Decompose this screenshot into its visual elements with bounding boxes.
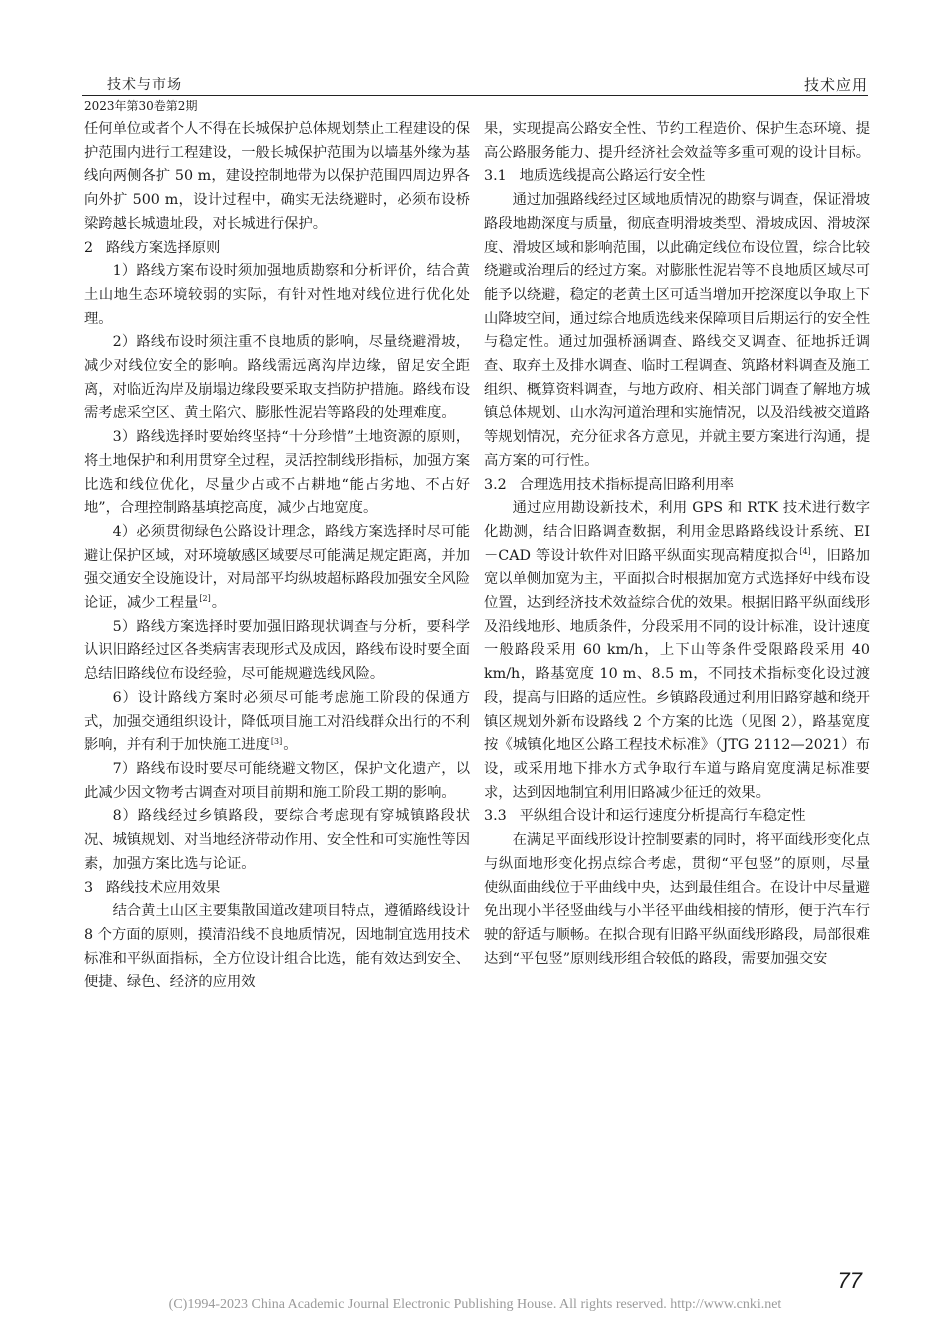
list-item: 5）路线方案选择时要加强旧路现状调查与分析，要科学认识旧路经过区各类病害表现形式及成因，路线布设时要全面总结旧路线位布设经验，尽可能规避选线风险。 <box>84 618 471 683</box>
list-item: 7）路线布设时要尽可能绕避文物区，保护文化遗产，以此减少因文物考古调查对项目前期和施工阶段工期的影响。 <box>84 760 470 801</box>
list-item-text: 6）设计路线方案时必须尽可能考虑施工阶段的保通方式，加强交通组织设计，降低项目施工对沿线群众出行的不利影响，并有利于加快施工进度 <box>84 689 471 754</box>
paragraph: 任何单位或者个人不得在长城保护总体规划禁止工程建设的保护范围内进行工程建设，一般长城保护范围为以墙基外缘为基线向两侧各扩 50 m，建设控制地带为以保护范围四周边界各向外扩 500 m，设计过程中，确实无法绕避时，必须布设桥梁跨越长城遗址段，对长城进行保护。 <box>84 121 471 232</box>
list-item: 8）路线经过乡镇路段，要综合考虑现有穿城镇路段状况、城镇规划、对当地经济带动作用、安全性和可实施性等因素，加强方案比选与论证。 <box>84 808 471 872</box>
paragraph: 果，实现提高公路安全性、节约工程造价、保护生态环境、提高公路服务能力、提升经济社会效益等多重可观的设计目标。 <box>484 121 871 161</box>
right-column <box>484 118 870 971</box>
issue-info: 2023年第30卷第2期 <box>84 99 198 113</box>
subsection-heading <box>484 474 870 498</box>
paragraph: 结合黄土山区主要集散国道改建项目特点，遵循路线设计 8 个方面的原则，摸清沿线不良地质情况，因地制宜选用技术标准和平纵面指标，全方位设计组合比选，能有效达到安全、便捷、绿色、经济的应用效 <box>84 903 471 991</box>
subsection-title: 平纵组合设计和运行速度分析提高行车稳定性 <box>519 808 806 825</box>
list-item <box>84 687 470 758</box>
list-item-end: 。 <box>211 595 227 612</box>
section-title: 路线方案选择原则 <box>105 239 221 256</box>
copyright-footer: (C)1994-2023 China Academic Journal Electronic Publishing House. All rights reserved. http://www.cnki.net <box>168 1297 782 1312</box>
citation[interactable]: [3] <box>270 736 283 746</box>
subsection-number: 3.2 <box>484 476 507 493</box>
section-heading <box>84 877 470 901</box>
section-title: 路线技术应用效果 <box>105 879 221 896</box>
paragraph-text: 通过应用勘设新技术，利用 GPS 和 RTK 技术进行数字化勘测，结合旧路调查数据，利用金思路路线设计系统、EI－CAD 等设计软件对旧路平纵面实现高精度拟合 <box>484 500 870 564</box>
subsection-heading <box>484 805 870 829</box>
section-name: 技术应用 <box>803 76 868 94</box>
paragraph-text: ，旧路加宽以单侧加宽为主，平面拟合时根据加宽方式选择好中线布设位置，达到经济技术效益综合优的效果。根据旧路平纵面线形及沿线地形、地质条件，分段采用不同的设计标准，设计速度一般路段采用 60 km/h，上下山等条件受限路段采用 40 km/h，路基宽度 10 m、8.5 m，不同技术指标变化设过渡段，提高与旧路的适应性。乡镇路段通过利用旧路穿越和绕开镇区规划外新布设路线 2 个方案的比选（见图 2），路基宽度按《城镇化地区公路工程技术标准》（JTG 2112—2021）布设，或采用地下排水方式争取行车道与路肩宽度满足标准要求，达到因地制宜利用旧路减少征迁的效果。 <box>484 547 871 801</box>
paragraph <box>484 497 870 805</box>
section-number: 3 <box>84 879 94 896</box>
header-rule <box>82 95 868 96</box>
paragraph: 通过加强路线经过区域地质情况的勘察与调查，保证滑坡路段地勘深度与质量，彻底查明滑坡类型、滑坡成因、滑坡深度、滑坡区域和影响范围，以此确定线位布设位置，综合比较绕避或治理后的经过方案。对膨胀性泥岩等不良地质区域尽可能予以绕避，稳定的老黄土区可适当增加开挖深度以争取上下山降坡空间，通过综合地质选线来保障项目后期运行的安全性与稳定性。通过加强桥涵调查、路线交叉调查、征地拆迁调查、取弃土及排水调查、临时工程调查、筑路材料调查及施工组织、概算资料调查，与地方政府、相关部门调查了解地方城镇总体规划、山水沟河道治理和实施情况，以及沿线被交道路等规划情况，充分征求各方意见，并就主要方案进行沟通，提高方案的可行性。 <box>484 192 871 469</box>
list-item: 3）路线选择时要始终坚持“十分珍惜”土地资源的原则，将土地保护和利用贯穿全过程，灵活控制线形指标，加强方案比选和线位优化，尽量少占或不占耕地“能占劣地、不占好地”，合理控制路基填挖高度，减少占地宽度。 <box>84 429 471 517</box>
subsection-number: 3.3 <box>484 808 507 825</box>
citation[interactable]: [2] <box>199 594 211 604</box>
subsection-title: 合理选用技术指标提高旧路利用率 <box>519 476 735 493</box>
subsection-number: 3.1 <box>484 168 507 185</box>
citation[interactable]: [4] <box>799 546 811 556</box>
list-item: 1）路线方案布设时须加强地质勘察和分析评价，结合黄土山地生态环境较弱的实际，有针对性地对线位进行优化处理。 <box>84 263 470 327</box>
page-number: 77 <box>837 1268 862 1293</box>
section-heading <box>84 237 470 261</box>
paragraph: 在满足平面线形设计控制要素的同时，将平面线形变化点与纵面地形变化拐点综合考虑，贯彻“平包竖”的原则，尽量使纵面曲线位于平曲线中央，达到最佳组合。在设计中尽量避免出现小半径竖曲线与小半径平曲线相接的情形，便于汽车行驶的舒适与顺畅。在拟合现有旧路平纵面线形路段，局部很难达到“平包竖”原则线形组合较低的路段，需要加强交安 <box>484 832 871 967</box>
list-item-text: 4）必须贯彻绿色公路设计理念，路线方案选择时尽可能避让保护区域，对环境敏感区域要尽可能满足规定距离，并加强交通安全设施设计，对局部平均纵坡超标路段加强安全风险论证，减少工程量 <box>84 523 471 612</box>
left-column <box>84 118 470 995</box>
subsection-title: 地质选线提高公路运行安全性 <box>519 168 706 185</box>
journal-name: 技术与市场 <box>107 77 182 93</box>
list-item-end: 。 <box>283 737 298 754</box>
section-number: 2 <box>84 239 94 256</box>
list-item: 2）路线布设时须注重不良地质的影响，尽量绕避滑坡，减少对线位安全的影响。路线需远离沟岸边缘，留足安全距离，对临近沟岸及崩塌边缘段要采取支挡防护措施。路线布设需考虑采空区、黄土陷穴、膨胀性泥岩等路段的处理难度。 <box>84 334 471 422</box>
subsection-heading <box>484 165 870 189</box>
list-item <box>84 521 470 616</box>
